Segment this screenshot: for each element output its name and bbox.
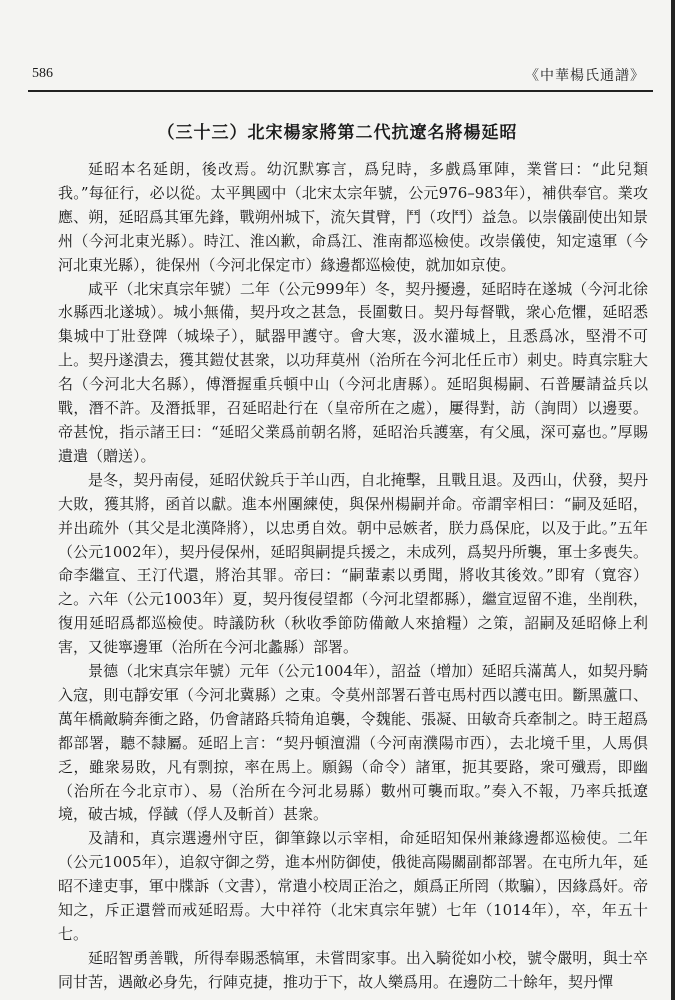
header-rule (28, 90, 653, 92)
paragraph: 延昭本名延朗，後改焉。幼沉默寡言，爲兒時，多戲爲軍陣，業嘗曰：“此兒類我。”每征行，必以從。太平興國中（北宋太宗年號，公元976–983年），補供奉官。業攻應、朔，延昭爲其軍先鋒，戰朔州城下，流矢貫臂，鬥（攻鬥）益急。以崇儀副使出知景州（今河北東光縣）。時江、淮凶歉，命爲江、淮南都巡檢使。改崇儀使，知定遠軍（今河北東光縣），徙保州（今河北保定市）緣邊都巡檢使，就加如京使。 (58, 160, 648, 274)
page-header (28, 62, 653, 88)
paragraph: 咸平（北宋真宗年號）二年（公元999年）冬，契丹擾邊，延昭時在遂城（今河北徐水縣西北遂城）。城小無備，契丹攻之甚急，長圍數日。契丹每督戰，衆心危懼，延昭悉集城中丁壯登陴（城垛子），賦器甲護守。會大寒，汲水灌城上，且悉爲冰，堅滑不可上。契丹遂潰去，獲其鎧仗甚衆，以功拜莫州（治所在今河北任丘市）刺史。時真宗駐大名（今河北大名縣），傅潛握重兵頓中山（今河北唐縣）。延昭與楊嗣、石普屢請益兵以戰，潛不許。及潛抵罪，召延昭赴行在（皇帝所在之處），屢得對，訪（詢問）以邊要。帝甚悅，指示諸王曰：“延昭父業爲前朝名將，延昭治兵護塞，有父風，深可嘉也。”厚賜遺遣（贈送）。 (58, 279, 648, 465)
page-number: 586 (32, 66, 53, 81)
page-edge (671, 0, 675, 1000)
book-title: 《中華楊氏通譜》 (525, 68, 645, 84)
paragraph: 景德（北宋真宗年號）元年（公元1004年），詔益（增加）延昭兵滿萬人，如契丹騎入寇，則屯靜安軍（今河北冀縣）之東。令莫州部署石普屯馬村西以護屯田。斷黑蘆口、萬年橋敵騎奔衝之路，仍會諸路兵犄角追襲，令魏能、張凝、田敏奇兵牽制之。時王超爲都部署，聽不隸屬。延昭上言：“契丹頓澶淵（今河南濮陽市西），去北境千里，人馬俱乏，雖衆易敗，凡有剽掠，率在馬上。願錫（命令）諸軍，扼其要路，衆可殲焉，即幽（治所在今北京市）、易（治所在今河北易縣）數州可襲而取。”奏入不報，乃率兵抵遼境，破古城，俘馘（俘人及斬首）甚衆。 (58, 662, 648, 824)
paragraph: 及請和，真宗選邊州守臣，御筆錄以示宰相，命延昭知保州兼緣邊都巡檢使。二年（公元1005年），追叙守御之勞，進本州防御使，俄徙高陽關副都部署。在屯所九年，延昭不達吏事，軍中牒訴（文書），常遣小校周正治之，頗爲正所罔（欺騙），因緣爲奸。帝知之，斥正還營而戒延昭焉。大中祥符（北宋真宗年號）七年（1014年），卒，年五十七。 (58, 829, 648, 943)
chapter-title: （三十三）北宋楊家將第二代抗遼名將楊延昭 (157, 123, 518, 143)
body-text (58, 158, 648, 995)
paragraph: 是冬，契丹南侵，延昭伏銳兵于羊山西，自北掩擊，且戰且退。及西山，伏發，契丹大敗，獲其將，函首以獻。進本州團練使，與保州楊嗣并命。帝謂宰相曰：“嗣及延昭，并出疏外（其父是北漢降將），以忠勇自效。朝中忌嫉者，朕力爲保庇，以及于此。”五年（公元1002年），契丹侵保州，延昭與嗣提兵援之，未成列，爲契丹所襲，軍士多喪失。命李繼宣、王汀代還，將治其罪。帝曰：“嗣輩素以勇聞，將收其後效。”即宥（寬容）之。六年（公元1003年）夏，契丹復侵望都（今河北望都縣），繼宣逗留不進，坐削秩，復用延昭爲都巡檢使。時議防秋（秋收季節防備敵人來搶糧）之策，詔嗣及延昭條上利害，又徙寧邊軍（治所在今河北蠡縣）部署。 (58, 470, 648, 657)
paragraph: 延昭智勇善戰，所得奉賜悉犒軍，未嘗問家事。出入騎從如小校，號令嚴明，與士卒同甘苦，遇敵必身先，行陣克捷，推功于下，故人樂爲用。在邊防二十餘年，契丹憚 (58, 948, 648, 991)
